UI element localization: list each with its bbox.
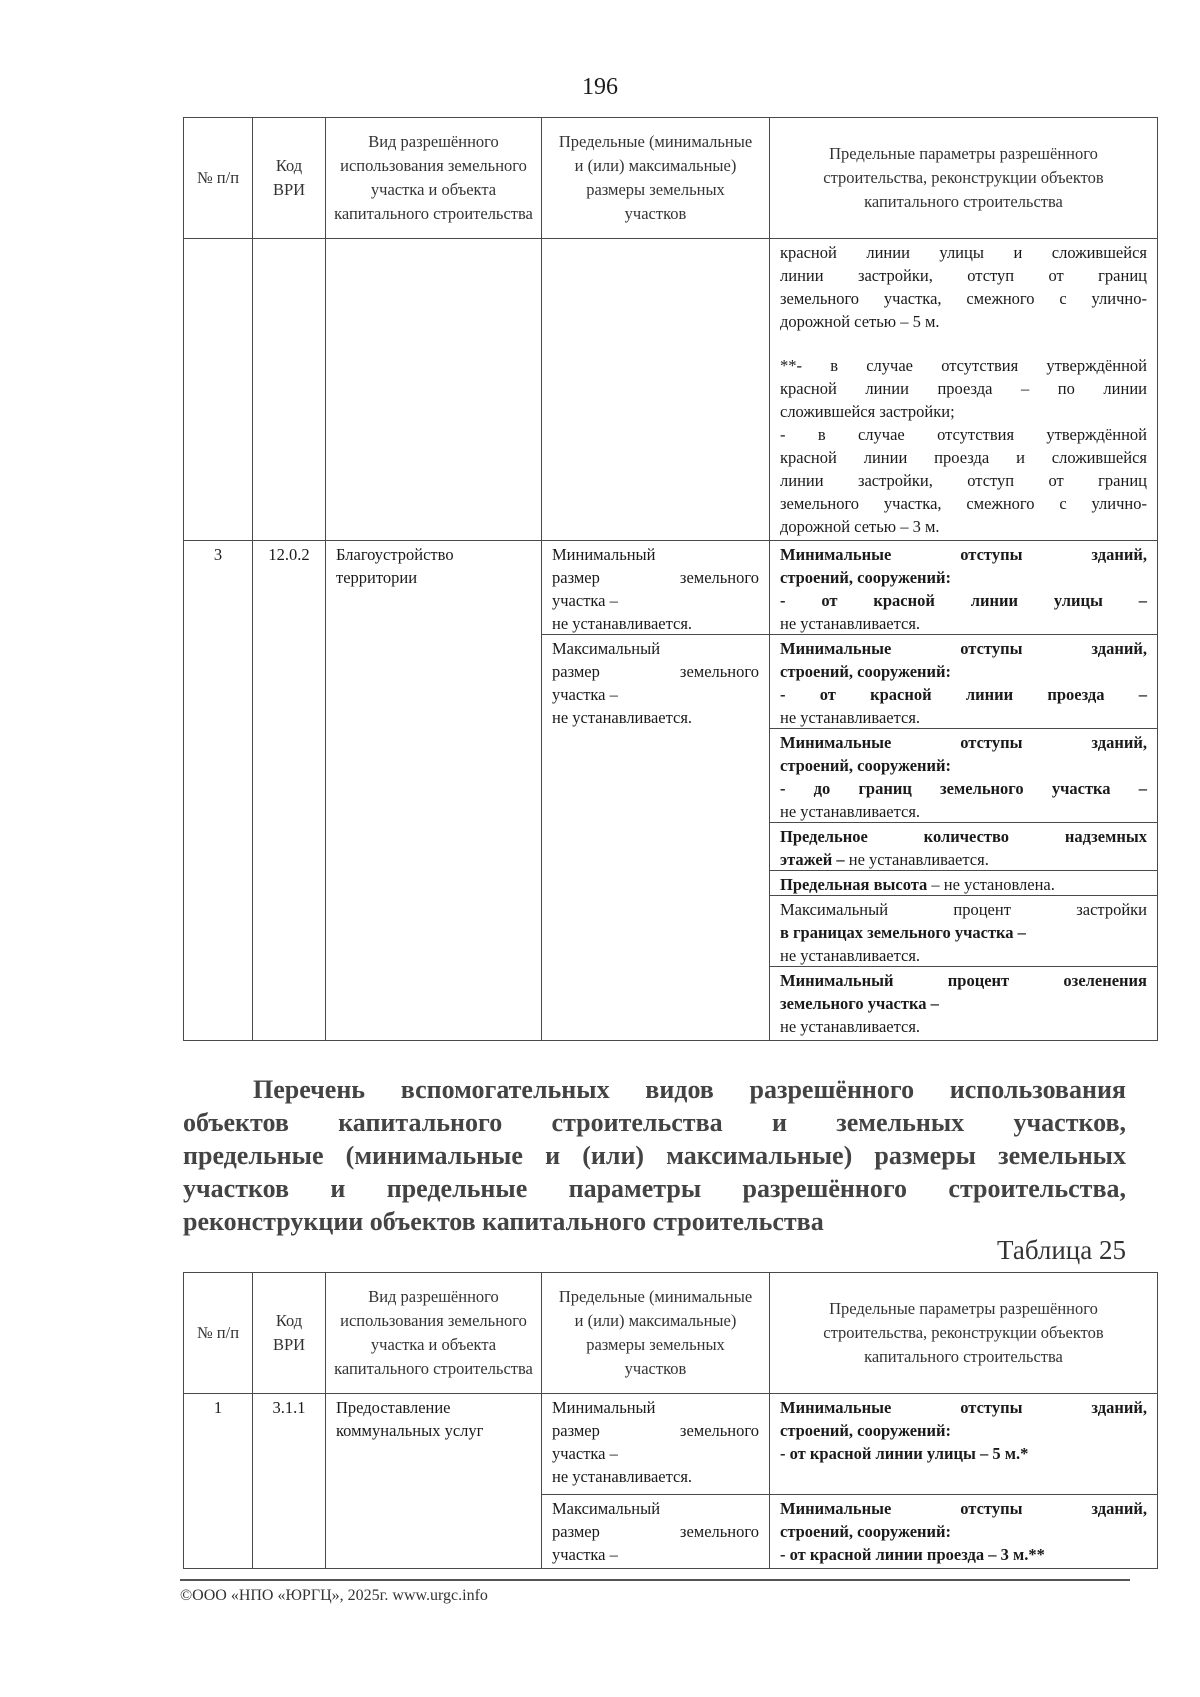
min-size-line: Минимальный [552, 545, 656, 564]
continuation-params [770, 239, 1158, 541]
max-size-line: Максимальный [552, 1499, 661, 1518]
height-block [770, 871, 1157, 896]
param-line: строений, сооружений: [780, 1522, 952, 1541]
min-size-line: участка – [552, 1444, 618, 1463]
setback-driveway-block [770, 635, 1157, 729]
param-line: в границах земельного участка – [780, 923, 1026, 942]
max-size-block [542, 635, 769, 731]
table-auxiliary-uses [183, 1272, 1158, 1569]
max-size-line: размер земельного [552, 1522, 759, 1541]
param-line: - до границ земельного участка – [780, 779, 1147, 798]
setback-driveway-block [770, 1495, 1157, 1568]
title-line: участков и предельные параметры разрешённого строительства, [183, 1174, 1126, 1203]
max-size-line: Максимальный [552, 639, 661, 658]
param-line: Минимальные отступы зданий, [780, 1398, 1147, 1417]
param-line: строений, сооружений: [780, 568, 952, 587]
t2-row1-kind: Предоставление коммунальных услуг [326, 1394, 542, 1569]
header-num: № п/п [184, 1273, 253, 1394]
row3-code: 12.0.2 [253, 541, 326, 1041]
param-line: Минимальные отступы зданий, [780, 545, 1147, 564]
param-line: Минимальные отступы зданий, [780, 733, 1147, 752]
row3-sizes [542, 541, 770, 1041]
param-bold: Предельная высота [780, 875, 928, 894]
page-number: 196 [582, 74, 618, 100]
cont-line: земельного участка, смежного с улично- [780, 289, 1147, 308]
setback-street-block [770, 1394, 1157, 1495]
header-params: Предельные параметры разрешённого строительства, реконструкции объектов капитального строительства [770, 118, 1158, 239]
cont-line: сложившейся застройки; [780, 402, 955, 421]
row3-num: 3 [184, 541, 253, 1041]
param-line: Минимальный процент озеленения [780, 971, 1147, 990]
header-kind: Вид разрешённого использования земельного участка и объекта капитального строительства [326, 1273, 542, 1394]
min-size-line: размер земельного [552, 568, 759, 587]
greening-block [770, 967, 1157, 1040]
max-size-line: не устанавливается. [552, 708, 693, 727]
t2-row1-num: 1 [184, 1394, 253, 1569]
t2-row1-code: 3.1.1 [253, 1394, 326, 1569]
title-line: Перечень вспомогательных видов разрешённого использования [253, 1075, 1126, 1104]
min-size-line: участка – [552, 591, 618, 610]
table-label: Таблица 25 [997, 1235, 1126, 1265]
param-line: Минимальные отступы зданий, [780, 639, 1147, 658]
section-title [183, 1073, 1126, 1238]
param-line: не устанавливается. [780, 1017, 921, 1036]
param-line: - от красной линии проезда – [780, 685, 1147, 704]
param-bold: этажей – [780, 850, 845, 869]
param-line: не устанавливается. [780, 708, 921, 727]
cont-line: дорожной сетью – 5 м. [780, 312, 940, 331]
param-line: строений, сооружений: [780, 1421, 952, 1440]
param-line: - от красной линии улицы – 5 м.* [780, 1444, 1029, 1463]
max-size-line: участка – [552, 685, 618, 704]
header-sizes: Предельные (минимальные и (или) максимальные) размеры земельных участков [542, 118, 770, 239]
param-line: Предельное количество надземных [780, 827, 1147, 846]
cont-line: линии застройки, отступ от границ [780, 266, 1147, 285]
header-params: Предельные параметры разрешённого строительства, реконструкции объектов капитального строительства [770, 1273, 1158, 1394]
param-line: - от красной линии проезда – 3 м.** [780, 1545, 1045, 1564]
table-main-permitted-uses [183, 117, 1158, 1041]
cont-line: красной линии проезда – по линии [780, 379, 1147, 398]
param-line: Минимальные отступы зданий, [780, 1499, 1147, 1518]
header-code: Код ВРИ [253, 1273, 326, 1394]
min-size-line: не устанавливается. [552, 1467, 693, 1486]
footer-copyright: ©ООО «НПО «ЮРГЦ», 2025г. www.urgc.info [180, 1587, 488, 1604]
max-size-line: участка – [552, 1545, 618, 1564]
cont-line: **- в случае отсутствия утверждённой [780, 356, 1147, 375]
title-line: предельные (минимальные и (или) максимальные) размеры земельных [183, 1141, 1126, 1170]
param-line: Максимальный процент застройки [780, 900, 1147, 919]
cont-line: линии застройки, отступ от границ [780, 471, 1147, 490]
header-num: № п/п [184, 118, 253, 239]
footer-divider [180, 1579, 1130, 1581]
max-size-line: размер земельного [552, 662, 759, 681]
cont-line: земельного участка, смежного с улично- [780, 494, 1147, 513]
cont-kind-cell [326, 239, 542, 541]
row3-params [770, 541, 1158, 1041]
min-size-block [542, 1394, 769, 1495]
row3-kind: Благоустройство территории [326, 541, 542, 1041]
setback-boundary-block [770, 729, 1157, 823]
param-line: не устанавливается. [780, 946, 921, 965]
min-size-block [542, 541, 769, 635]
title-line: реконструкции объектов капитального строительства [183, 1207, 824, 1236]
header-sizes: Предельные (минимальные и (или) максимальные) размеры земельных участков [542, 1273, 770, 1394]
min-size-line: Минимальный [552, 1398, 656, 1417]
title-line: объектов капитального строительства и земельных участков, [183, 1108, 1126, 1137]
cont-line: дорожной сетью – 3 м. [780, 517, 940, 536]
floors-block [770, 823, 1157, 871]
cont-code-cell [253, 239, 326, 541]
header-kind: Вид разрешённого использования земельного участка и объекта капитального строительства [326, 118, 542, 239]
t2-row1-sizes [542, 1394, 770, 1569]
cont-line: красной линии проезда и сложившейся [780, 448, 1147, 467]
param-line: строений, сооружений: [780, 756, 952, 775]
param-line: земельного участка – [780, 994, 939, 1013]
min-size-line: размер земельного [552, 1421, 759, 1440]
header-code: Код ВРИ [253, 118, 326, 239]
param-line: - от красной линии улицы – [780, 591, 1147, 610]
cont-size-cell [542, 239, 770, 541]
cont-num-cell [184, 239, 253, 541]
param-line: не устанавливается. [780, 802, 921, 821]
cont-line: - в случае отсутствия утверждённой [780, 425, 1147, 444]
param-line: строений, сооружений: [780, 662, 952, 681]
max-size-block [542, 1495, 769, 1568]
cont-line: красной линии улицы и сложившейся [780, 243, 1147, 262]
min-size-line: не устанавливается. [552, 614, 693, 633]
setback-street-block [770, 541, 1157, 635]
param-text: – не установлена. [927, 875, 1055, 894]
t2-row1-params [770, 1394, 1158, 1569]
param-line: не устанавливается. [780, 614, 921, 633]
param-text: не устанавливается. [844, 850, 989, 869]
coverage-block [770, 896, 1157, 967]
